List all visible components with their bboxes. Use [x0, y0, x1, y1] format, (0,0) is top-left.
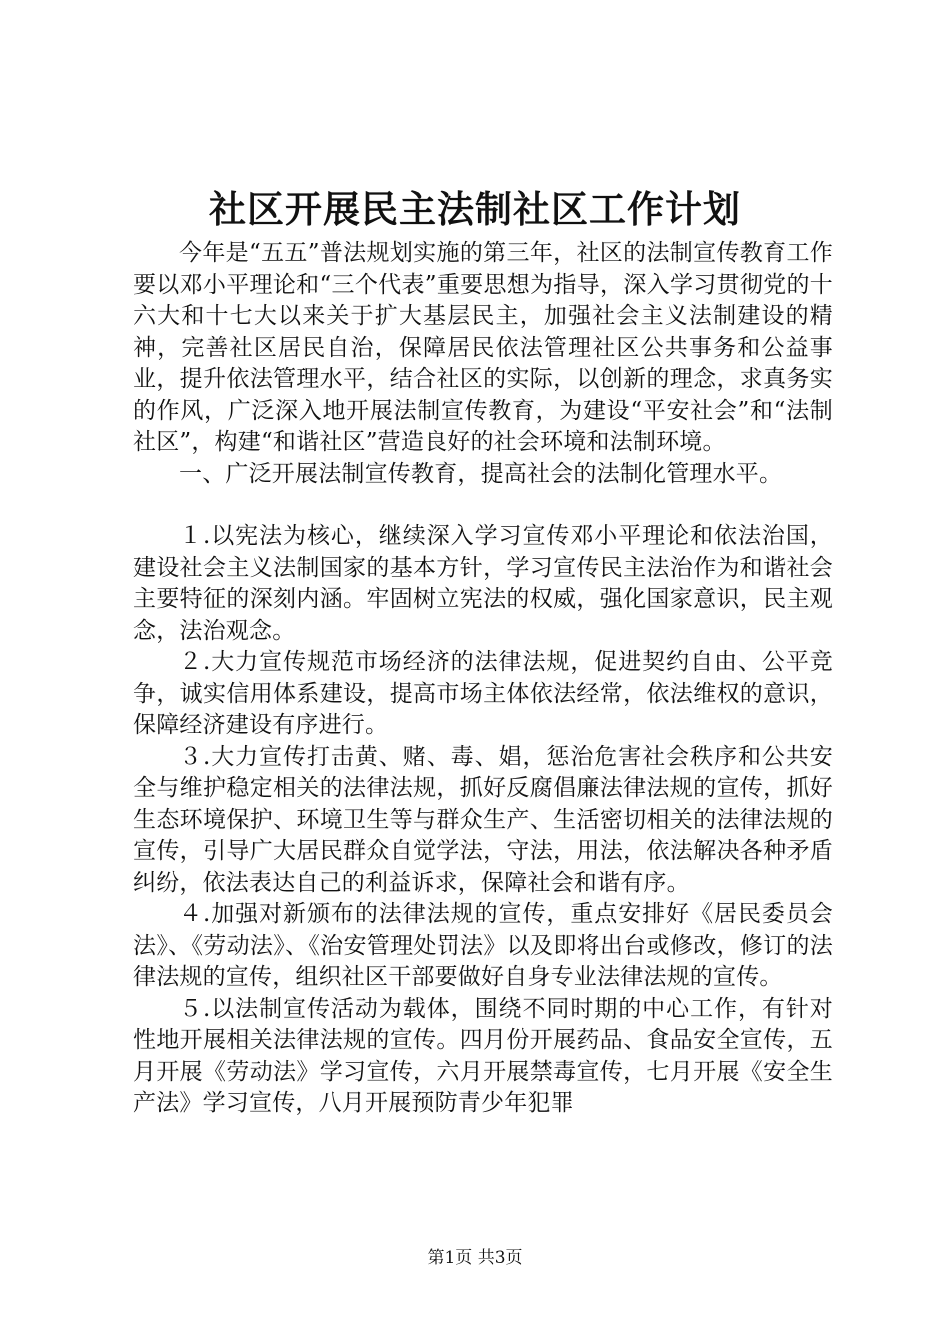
list-item-4: ４.加强对新颁布的法律法规的宣传，重点安排好《居民委员会法》、《劳动法》、《治安管理处罚法》以及即将出台或修改，修订的法律法规的宣传，组织社区干部要做好自身专业法律法规的宣传。	[133, 901, 833, 990]
document-body	[133, 238, 833, 1120]
document-title: 社区开展民主法制社区工作计划	[209, 187, 741, 231]
list-item-3: ３.大力宣传打击黄、赌、毒、娼，惩治危害社会秩序和公共安全与维护稳定相关的法律法规，抓好反腐倡廉法律法规的宣传，抓好生态环境保护、环境卫生等与群众生产、生活密切相关的法律法规的宣传，引导广大居民群众自觉学法，守法，用法，依法解决各种矛盾纠纷，依法表达自己的利益诉求，保障社会和谐有序。	[133, 743, 833, 896]
intro-paragraph: 今年是“五五”普法规划实施的第三年，社区的法制宣传教育工作要以邓小平理论和“三个代表”重要思想为指导，深入学习贯彻党的十六大和十七大以来关于扩大基层民主，加强社会主义法制建设的精神，完善社区居民自治，保障居民依法管理社区公共事务和公益事业，提升依法管理水平，结合社区的实际，以创新的理念，求真务实的作风，广泛深入地开展法制宣传教育，为建设“平安社会”和“法制社区”，构建“和谐社区”营造良好的社会环境和法制环境。	[133, 240, 833, 455]
list-item-1: １.以宪法为核心，继续深入学习宣传邓小平理论和依法治国，建设社会主义法制国家的基本方针，学习宣传民主法治作为和谐社会主要特征的深刻内涵。牢固树立宪法的权威，强化国家意识，民主观念，法治观念。	[133, 523, 833, 644]
page-number: 第1页 共3页	[427, 1248, 523, 1268]
section-heading-1: 一、广泛开展法制宣传教育，提高社会的法制化管理水平。	[179, 460, 783, 487]
list-item-5: ５.以法制宣传活动为载体，围绕不同时期的中心工作，有针对性地开展相关法律法规的宣传。四月份开展药品、食品安全宣传，五月开展《劳动法》学习宣传，六月开展禁毒宣传，七月开展《安全生产法》学习宣传，八月开展预防青少年犯罪	[133, 995, 833, 1116]
list-item-2: ２.大力宣传规范市场经济的法律法规，促进契约自由、公平竞争，诚实信用体系建设，提高市场主体依法经常，依法维权的意识，保障经济建设有序进行。	[133, 649, 833, 738]
